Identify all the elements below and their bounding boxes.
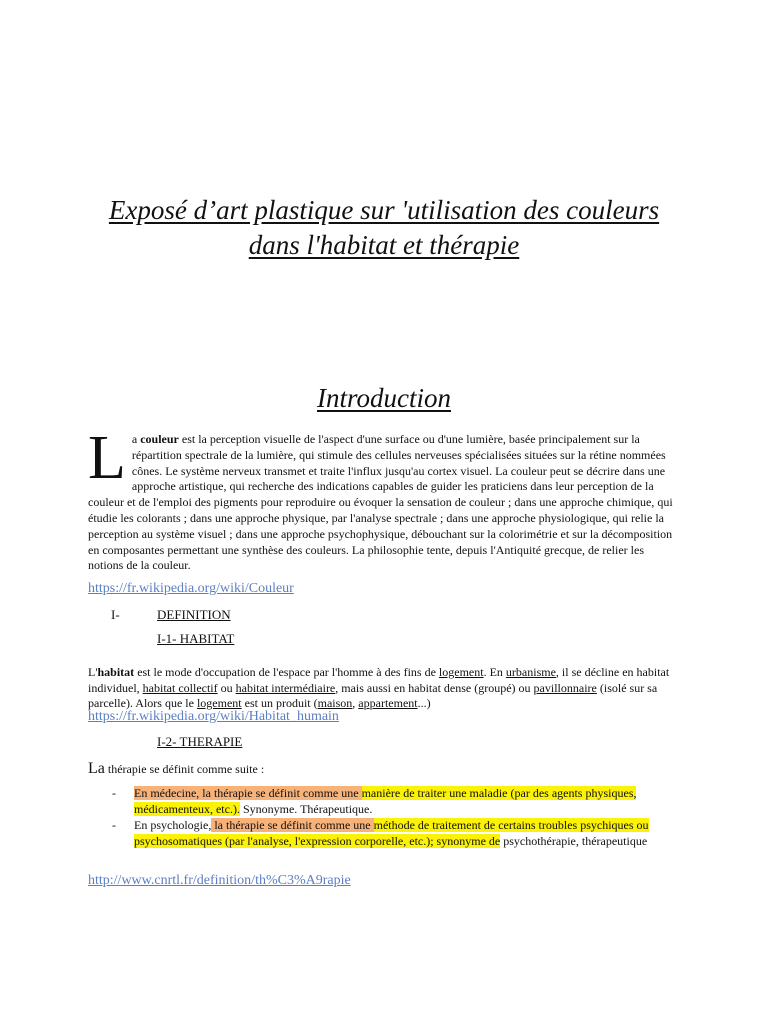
habitat-paragraph [88,665,688,712]
link-maison[interactable]: maison [317,696,353,711]
intro-bold-couleur: couleur [140,432,179,446]
drop-cap: L [88,424,126,492]
link-logement[interactable]: logement [438,665,484,679]
title-line-2: dans l'habitat et thérapie [248,230,520,260]
link-habitat-collectif[interactable]: habitat collectif [142,680,218,695]
therapie-intro [88,760,264,778]
subsection-title-therapie: I-2- THERAPIE [157,734,243,749]
therapie-intro-big: La [88,760,105,777]
subsection-title-habitat: I-1- HABITAT [157,631,235,646]
habitat-text: , [352,696,359,711]
habitat-text: L' [88,665,98,679]
intro-text-start: a [131,432,141,446]
therapie-list [112,785,652,849]
list-item [112,817,652,849]
habitat-bold: habitat [97,665,135,679]
wikipedia-couleur-link[interactable]: https://fr.wikipedia.org/wiki/Couleur [88,581,294,596]
link-urbanisme[interactable]: urbanisme [505,665,556,679]
highlight-orange: En médecine, la thérapie se définit comme une [134,786,362,800]
link-appartement[interactable]: appartement [358,696,418,711]
link-habitat-intermediaire[interactable]: habitat intermédiaire [235,680,336,695]
habitat-text: . En [483,665,506,679]
highlight-yellow: méthode de traitement de certains troubles psychiques ou psychosomatiques (par l'analyse, l'expression corporelle, etc.); synonyme de [134,818,649,848]
habitat-text: est le mode d'occupation de l'espace par l'homme à des fins de [134,665,439,679]
bullet-dash: - [112,818,116,832]
intro-text-body: est la perception visuelle de l'aspect d'une surface ou d'une lumière, basée principalement sur la répartition spectrale de la lumière, qui stimule des cellules nerveuses spécialisées situées sur la rétine nommées cônes. Le système nerveux transmet et traite l'influx jusqu'au cortex visuel. La couleur peut se décrire dans une approche artistique, qui recherche des indications capables de guider les praticiens dans leur perception de la couleur et de l'emploi des pigments pour reproduire ou évoquer la sensation de couleur ; dans une approche chimique, qui étudie les colorants ; dans une approche physique, par l'analyse spectrale ; dans une approche physiologique, qui relie la perception au système visuel ; dans une approche psychophysique, débouchant sur la colorimétrie et sur la décomposition en composantes permettant une synthèse des couleurs. La philosophie tente, depuis l'Antiquité grecque, de relier les notions de la couleur. [88,432,673,573]
therapie-intro-text: thérapie se définit comme suite : [104,762,265,776]
section-title-definition: DEFINITION [157,607,231,622]
habitat-text: ou [217,680,236,695]
habitat-text: , mais aussi en habitat dense (groupé) ou [335,680,534,695]
item-text: En psychologie, [134,818,212,832]
introduction-heading: Introduction [317,383,451,413]
item-text: Synonyme. Thérapeutique. [239,802,373,816]
link-logement-2[interactable]: logement [196,696,242,711]
bullet-dash: - [112,786,116,800]
introduction-paragraph [88,424,678,574]
document-title [60,193,708,263]
item-text: psychothérapie, thérapeutique [500,834,648,848]
title-line-1: Exposé d’art plastique sur 'utilisation des couleurs [108,195,660,225]
highlight-orange: la thérapie se définit comme une [211,818,374,832]
cnrtl-therapie-link[interactable]: http://www.cnrtl.fr/definition/th%C3%A9rapie [88,873,351,888]
habitat-text: ...) [417,696,431,711]
list-item [112,785,652,817]
habitat-text: est un produit ( [241,696,318,711]
highlight-yellow: manière de traiter une maladie (par des agents physiques, médicamenteux, etc.). [134,786,637,816]
habitat-text: , il se décline en habitat individuel, [88,665,670,695]
habitat-text: (isolé sur sa parcelle). Alors que le [88,680,658,711]
section-number: I- [111,607,120,622]
wikipedia-habitat-link[interactable]: https://fr.wikipedia.org/wiki/Habitat_humain [88,709,339,724]
link-pavillonnaire[interactable]: pavillonnaire [533,680,597,695]
